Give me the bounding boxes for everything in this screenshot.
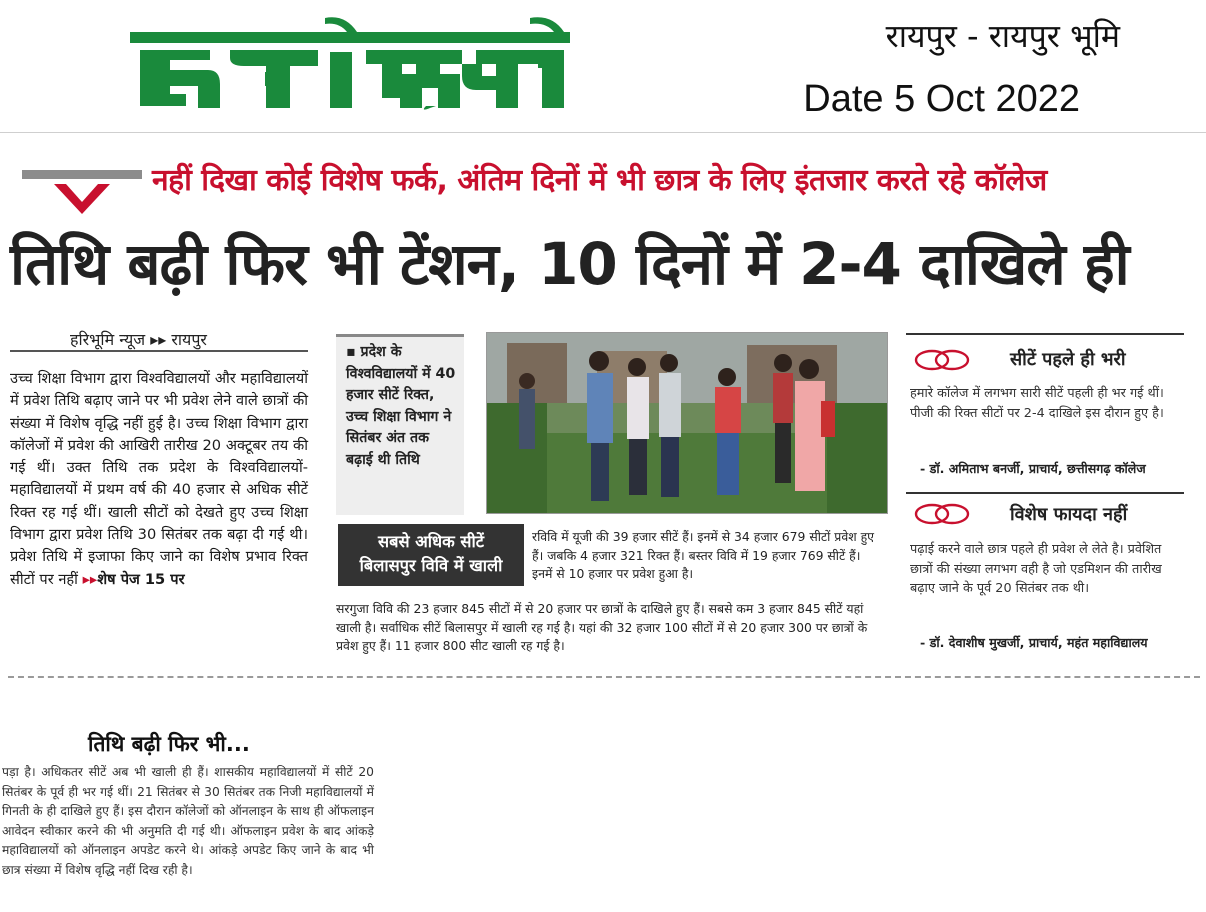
edition-location: रायपुर - रायपुर भूमि <box>885 17 1120 55</box>
section-tag <box>338 530 524 578</box>
masthead-divider <box>0 132 1206 133</box>
seats-paragraph-2: सरगुजा विवि की 23 हजार 845 सीटों में से 20 हजार पर छात्रों के दाखिले हुए हैं। सबसे कम 3 हजार 845 सीटें यहां खाली है। सर्वाधिक सीटें बिलासपुर में खाली रह गई है। यहां की 32 हजार 100 सीटों में से 20 हजार 300 पर छात्रों के प्रवेश हुए हैं। 11 हजार 800 सीट खाली रह गई है। <box>336 601 868 653</box>
chevron-down-icon <box>22 170 142 220</box>
byline <box>70 328 330 350</box>
quote-rule <box>906 333 1184 335</box>
continuation-text: पड़ा है। अधिकतर सीटें अब भी खाली ही हैं। शासकीय महाविद्यालयों में सीटें 20 सितंबर के पूर्व ही भर गई थीं। 21 सितंबर से 30 सितंबर तक निजी महाविद्यालयों में गिनती के ही दाखिले हुए हैं। इस दौरान कॉलेजों को ऑनलाइन के साथ ही ऑफलाइन आवेदन स्वीकार करने की भी अनुमति दी गई थी। ऑफलाइन प्रवेश के बाद आंकड़े महाविद्यालयों को ऑनलाइन अपडेट करने थे। आंकड़े अपडेट किए जाने के बाद भी छात्र संख्या में विशेष वृद्धि नहीं दिख रही है। <box>2 765 374 877</box>
page-divider <box>8 676 1200 678</box>
continuation-title: तिथि बढ़ी फिर भी... <box>88 732 250 756</box>
article-headline: तिथि बढ़ी फिर भी टेंशन, 10 दिनों में 2-4 दाखिले ही <box>10 230 1129 298</box>
body-text: उच्च शिक्षा विभाग द्वारा विश्वविद्यालयों और महाविद्यालयों में प्रवेश तिथि बढ़ाए जाने पर भी प्रवेश लेने वाले छात्रों की संख्या में विशेष वृद्धि नहीं हुई है। उच्च शिक्षा विभाग द्वारा कॉलेजों में प्रवेश की आखिरी तारीख 20 अक्टूबर तय की गई थीं। उक्त तिथि तक प्रदेश के विश्वविद्यालयों-महाविद्यालयों में प्रथम वर्ष की 40 हजार से अधिक सीटें रिक्त रह गई थीं। खाली सीटों को देखते हुए उच्च शिक्षा विभाग द्वारा प्रवेश तिथि 30 सितंबर तक बढ़ा दी गई थी। प्रवेश तिथि में इजाफा किए जाने का विशेष प्रभाव रिक्त सीटों पर नहीं <box>10 370 308 588</box>
column-rule <box>10 350 308 352</box>
byline-city: रायपुर <box>171 330 207 349</box>
quote-bubble-icon <box>912 346 972 374</box>
quote-title: विशेष फायदा नहीं <box>1010 504 1128 525</box>
section-tag-line-1: सबसे अधिक सीटें <box>378 532 484 551</box>
continued-arrow-icon: ▸▸ <box>82 570 98 588</box>
quote-rule <box>906 492 1184 494</box>
highlight-text: ▪ प्रदेश के विश्वविद्यालयों में 40 हजार सीटें रिक्त, उच्च शिक्षा विभाग ने सितंबर अंत तक बढ़ाई थी तिथि <box>346 344 456 468</box>
haribhoomi-logo <box>130 12 575 112</box>
quote-text: हमारे कॉलेज में लगभग सारी सीटें पहली ही भर गई थीं। पीजी की रिक्त सीटों पर 2-4 दाखिले इस दौरान हुए है। <box>910 386 1164 421</box>
quote-bubble-icon <box>912 500 972 528</box>
quote-attribution: - डॉ. देवाशीष मुखर्जी, प्राचार्य, महंत महाविद्यालय <box>920 635 1148 650</box>
students-photo <box>486 332 888 514</box>
quote-title: सीटें पहले ही भरी <box>1010 349 1126 370</box>
edition-date: Date 5 Oct 2022 <box>803 78 1080 120</box>
byline-source: हरिभूमि न्यूज <box>70 330 146 349</box>
quote-text: पढ़ाई करने वाले छात्र पहले ही प्रवेश ले लेते है। प्रवेशित छात्रों की संख्या लगभग वही है जो एडमिशन की तारीख बढ़ाए जाने के पूर्व 20 सितंबर तक थी। <box>910 542 1162 596</box>
article-body <box>10 368 308 591</box>
continued-label: शेष पेज 15 पर <box>97 570 185 588</box>
byline-separator: ▸▸ <box>150 330 167 349</box>
section-tag-line-2: बिलासपुर विवि में खाली <box>359 556 503 575</box>
quote-attribution: - डॉ. अमिताभ बनर्जी, प्राचार्य, छत्तीसगढ़ कॉलेज <box>920 461 1146 476</box>
continued-note <box>83 571 185 588</box>
article-kicker: नहीं दिखा कोई विशेष फर्क, अंतिम दिनों में भी छात्र के लिए इंतजार करते रहे कॉलेज <box>152 163 1047 198</box>
seats-paragraph-1: रविवि में यूजी की 39 हजार सीटें हैं। इनमें से 34 हजार 679 सीटों प्रवेश हुए हैं। जबकि 4 हजार 321 रिक्त हैं। बस्तर विवि में 19 हजार 769 सीटें हैं। इनमें से 10 हजार पर प्रवेश हुआ है। <box>532 529 875 581</box>
